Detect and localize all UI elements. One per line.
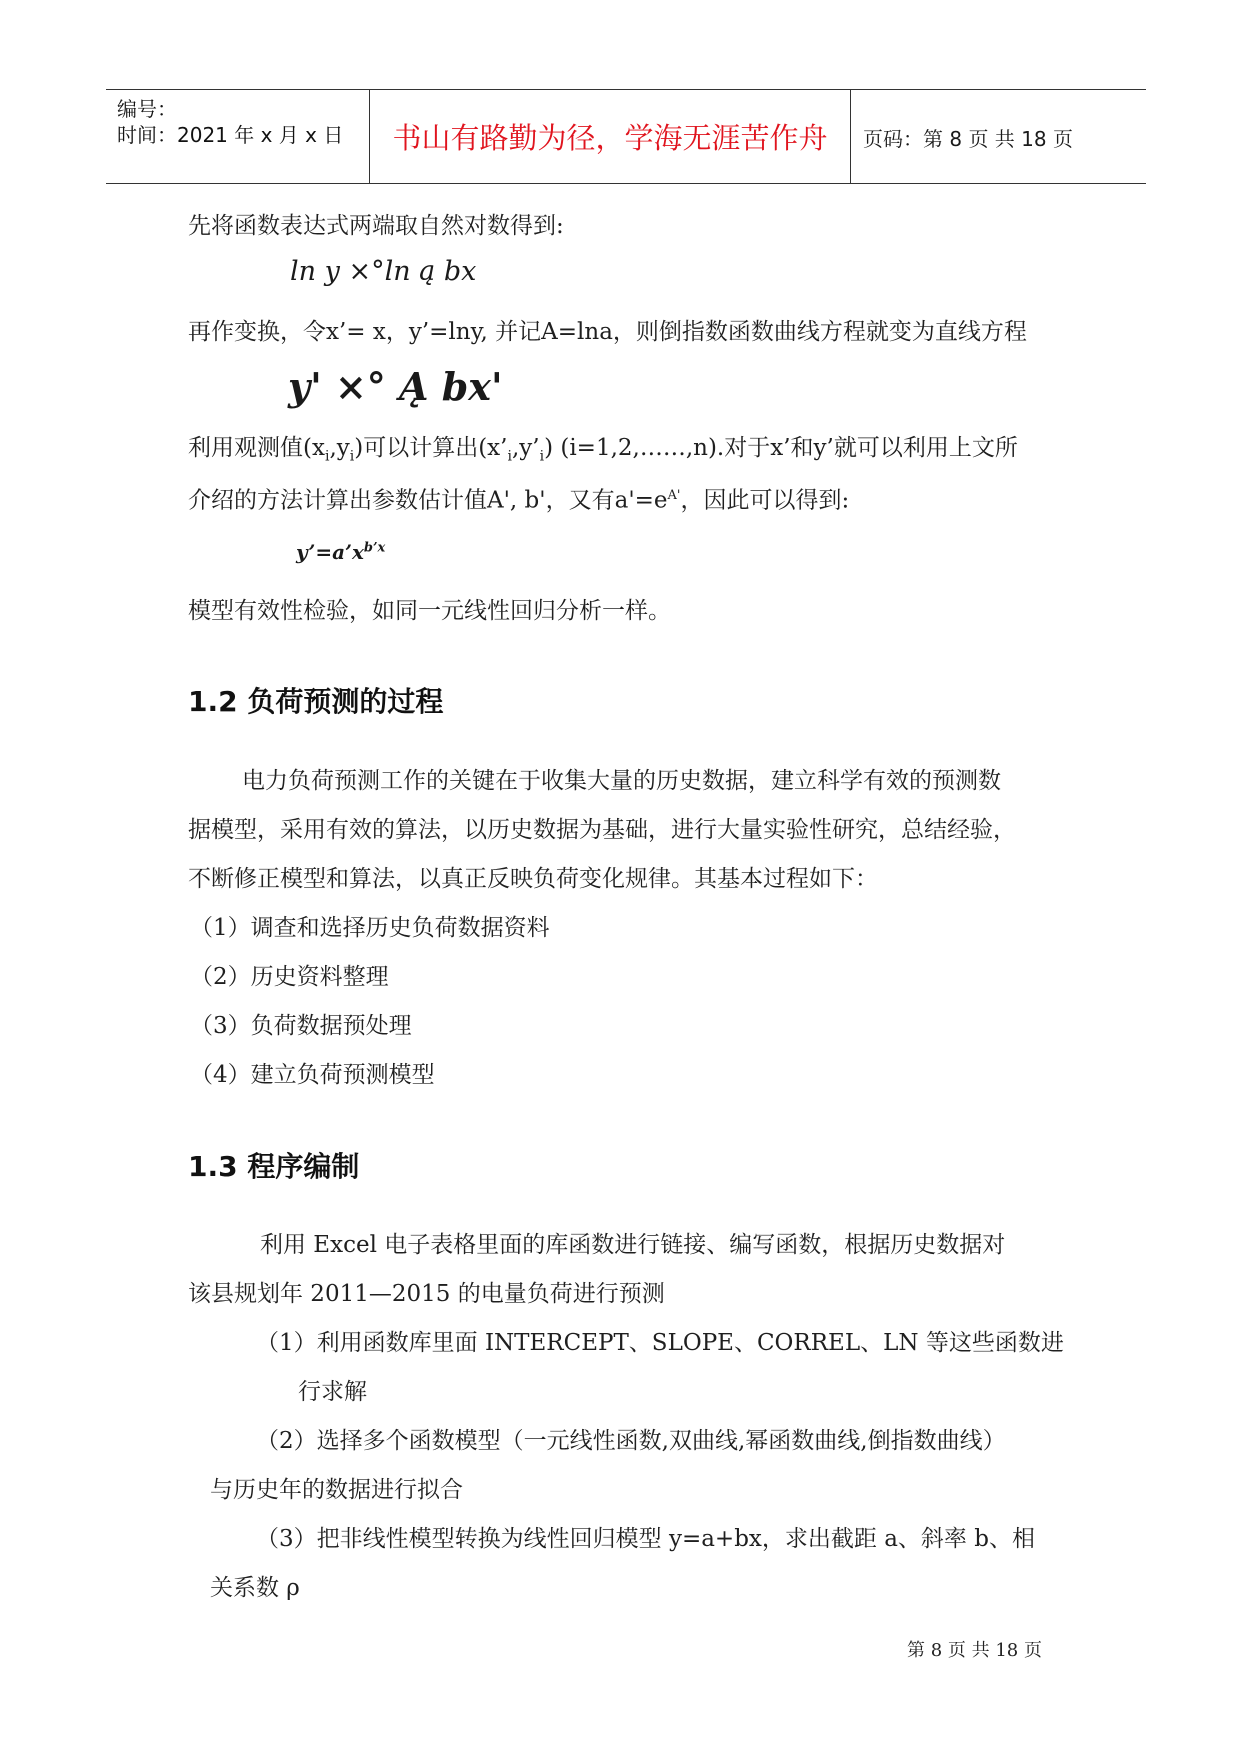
obs-text-b: ,y (329, 435, 350, 461)
process-step: （1）调查和选择历史负荷数据资料 (190, 915, 550, 941)
obs-text-d: ,y’ (511, 435, 540, 461)
header-meta-cell (106, 90, 368, 183)
method-item-3-line-1: （3）把非线性模型转换为线性回归模型 y=a+bx，求出截距 a、斜率 b、相 (256, 1526, 1035, 1552)
page-footer: 第 8 页 共 18 页 (907, 1640, 1042, 1661)
obs-sub-1: i (324, 448, 330, 465)
obs-sub-4: i (539, 448, 545, 465)
section-12-para-line-1: 电力负荷预测工作的关键在于收集大量的历史数据，建立科学有效的预测数 (242, 768, 1001, 794)
method-item-1-line-1: （1）利用函数库里面 INTERCEPT、SLOPE、CORREL、LN 等这些函数进 (256, 1330, 1064, 1356)
formula-power (296, 540, 385, 564)
obs2-text-b: ，因此可以得到: (680, 487, 850, 514)
transform-text: 再作变换，令x’= x，y’=lny, 并记A=lna，则倒指数函数曲线方程就变为直线方程 (188, 319, 1027, 345)
doc-number-label: 编号： (117, 97, 177, 121)
page-header (106, 89, 1146, 184)
obs-sub-2: i (349, 448, 355, 465)
section-12-para-line-3: 不断修正模型和算法，以真正反映负荷变化规律。其基本过程如下： (188, 866, 878, 892)
obs2-text-a: 介绍的方法计算出参数估计值A', b'，又有a'=e (188, 487, 668, 514)
observation-line-1 (188, 433, 1018, 472)
obs-text-a: 利用观测值(x (188, 435, 325, 461)
section-13-para-line-1: 利用 Excel 电子表格里面的库函数进行链接、编写函数，根据历史数据对 (260, 1232, 1006, 1258)
method-item-1-line-2: 行求解 (298, 1379, 367, 1405)
section-12-para-line-2: 据模型，采用有效的算法，以历史数据为基础，进行大量实验性研究，总结经验， (188, 817, 1016, 843)
method-item-2-line-1: （2）选择多个函数模型（一元线性函数,双曲线,幂函数曲线,倒指数曲线） (256, 1428, 1006, 1454)
section-heading-1-2: 1.2 负荷预测的过程 (188, 685, 444, 718)
header-motto-cell (369, 90, 851, 183)
obs2-sup: A' (667, 488, 681, 503)
process-step: （3）负荷数据预处理 (190, 1013, 412, 1039)
doc-time-label: 时间：2021 年 x 月 x 日 (117, 123, 344, 147)
section-13-para-line-2: 该县规划年 2011—2015 的电量负荷进行预测 (188, 1281, 665, 1307)
process-step: （2）历史资料整理 (190, 964, 389, 990)
formula3-exp: b’x (363, 540, 386, 556)
method-item-3-line-2: 关系数 ρ (210, 1575, 300, 1601)
obs-text-e: ) (i=1,2,……,n).对于x’和y’就可以利用上文所 (544, 435, 1018, 461)
header-motto: 书山有路勤为径，学海无涯苦作舟 (392, 121, 828, 155)
formula-ln: ln y ×°ln ą bx (290, 256, 477, 287)
method-item-2-line-2: 与历史年的数据进行拟合 (210, 1477, 463, 1503)
section-heading-1-3: 1.3 程序编制 (188, 1150, 360, 1183)
observation-line-2 (188, 481, 849, 516)
process-step: （4）建立负荷预测模型 (190, 1062, 435, 1088)
header-page-code: 页码：第 8 页 共 18 页 (863, 127, 1073, 151)
obs-text-c: )可以计算出(x’ (354, 435, 508, 461)
header-page-cell (851, 90, 1146, 183)
formula-linear: y' ×° Ą bx' (288, 364, 503, 409)
obs-sub-3: i (507, 448, 512, 465)
validity-text: 模型有效性检验，如同一元线性回归分析一样。 (188, 598, 671, 624)
formula3-base: y’=a’x (296, 540, 364, 564)
intro-text: 先将函数表达式两端取自然对数得到: (188, 213, 564, 239)
